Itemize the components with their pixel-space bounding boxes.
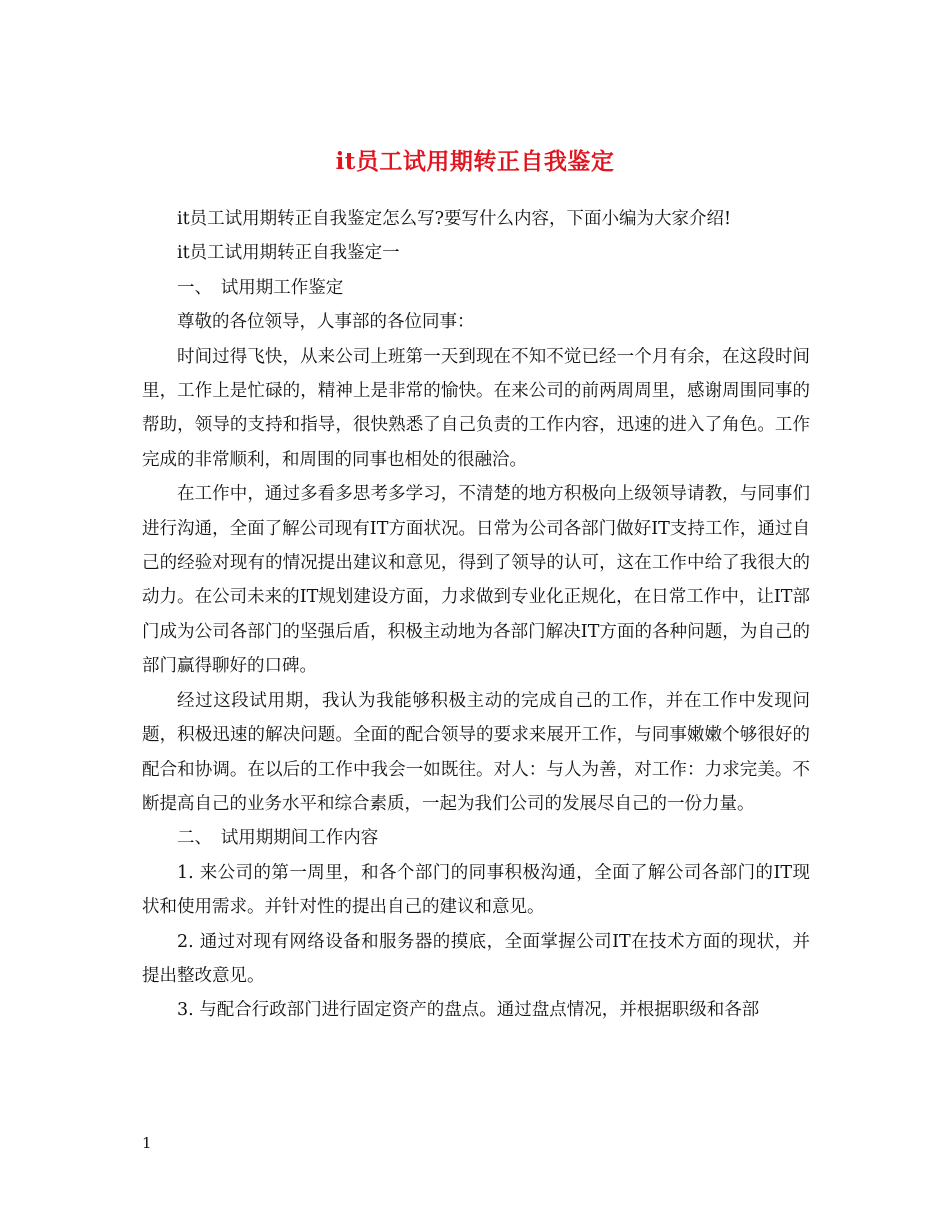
salutation-paragraph: 尊敬的各位领导，人事部的各位同事： bbox=[177, 312, 475, 333]
list-item: 1. 来公司的第一周里，和各个部门的同事积极沟通，全面了解公司各部门的IT现状和使用需求。并针对性的提出自己的建议和意见。 bbox=[142, 862, 810, 918]
body-paragraph: 经过这段试用期，我认为我能够积极主动的完成自己的工作，并在工作中发现问题，积极迅速的解决问题。全面的配合领导的要求来展开工作，与同事嫩嫩个够很好的配合和协调。在以后的工作中我会一如既往。对人：与人为善，对工作：力求完美。不断提高自己的业务水平和综合素质，一起为我们公司的发展尽自己的一份力量。 bbox=[142, 690, 810, 814]
document-body bbox=[142, 202, 810, 1028]
body-paragraph: 在工作中，通过多看多思考多学习，不清楚的地方积极向上级领导请教，与同事们进行沟通，全面了解公司现有IT方面状况。日常为公司各部门做好IT支持工作，通过自己的经验对现有的情况提出建议和意见，得到了领导的认可，这在工作中给了我很大的动力。在公司未来的IT规划建设方面，力求做到专业化正规化，在日常工作中，让IT部门成为公司各部门的坚强后盾，积极主动地为各部门解决IT方面的各种问题，为自己的部门赢得聊好的口碑。 bbox=[142, 484, 810, 677]
page-number: 1 bbox=[142, 1134, 152, 1152]
list-item: 3. 与配合行政部门进行固定资产的盘点。通过盘点情况，并根据职级和各部 bbox=[177, 1000, 760, 1021]
body-paragraph: 时间过得飞快，从来公司上班第一天到现在不知不觉已经一个月有余，在这段时间里，工作上是忙碌的，精神上是非常的愉快。在来公司的前两周周里，感谢周围同事的帮助，领导的支持和指导，很快熟悉了自己负责的工作内容，迅速的进入了角色。工作完成的非常顺利，和周围的同事也相处的很融洽。 bbox=[142, 346, 810, 470]
subsection-heading: 一、 试用期工作鉴定 bbox=[177, 277, 344, 298]
document-title: it员工试用期转正自我鉴定 bbox=[335, 148, 615, 176]
subsection-heading: 二、 试用期期间工作内容 bbox=[177, 828, 379, 849]
section-heading: it员工试用期转正自我鉴定一 bbox=[177, 243, 400, 264]
intro-paragraph: it员工试用期转正自我鉴定怎么写?要写什么内容，下面小编为大家介绍! bbox=[177, 209, 732, 229]
list-item: 2. 通过对现有网络设备和服务器的摸底，全面掌握公司IT在技术方面的现状，并提出整改意见。 bbox=[142, 931, 810, 986]
